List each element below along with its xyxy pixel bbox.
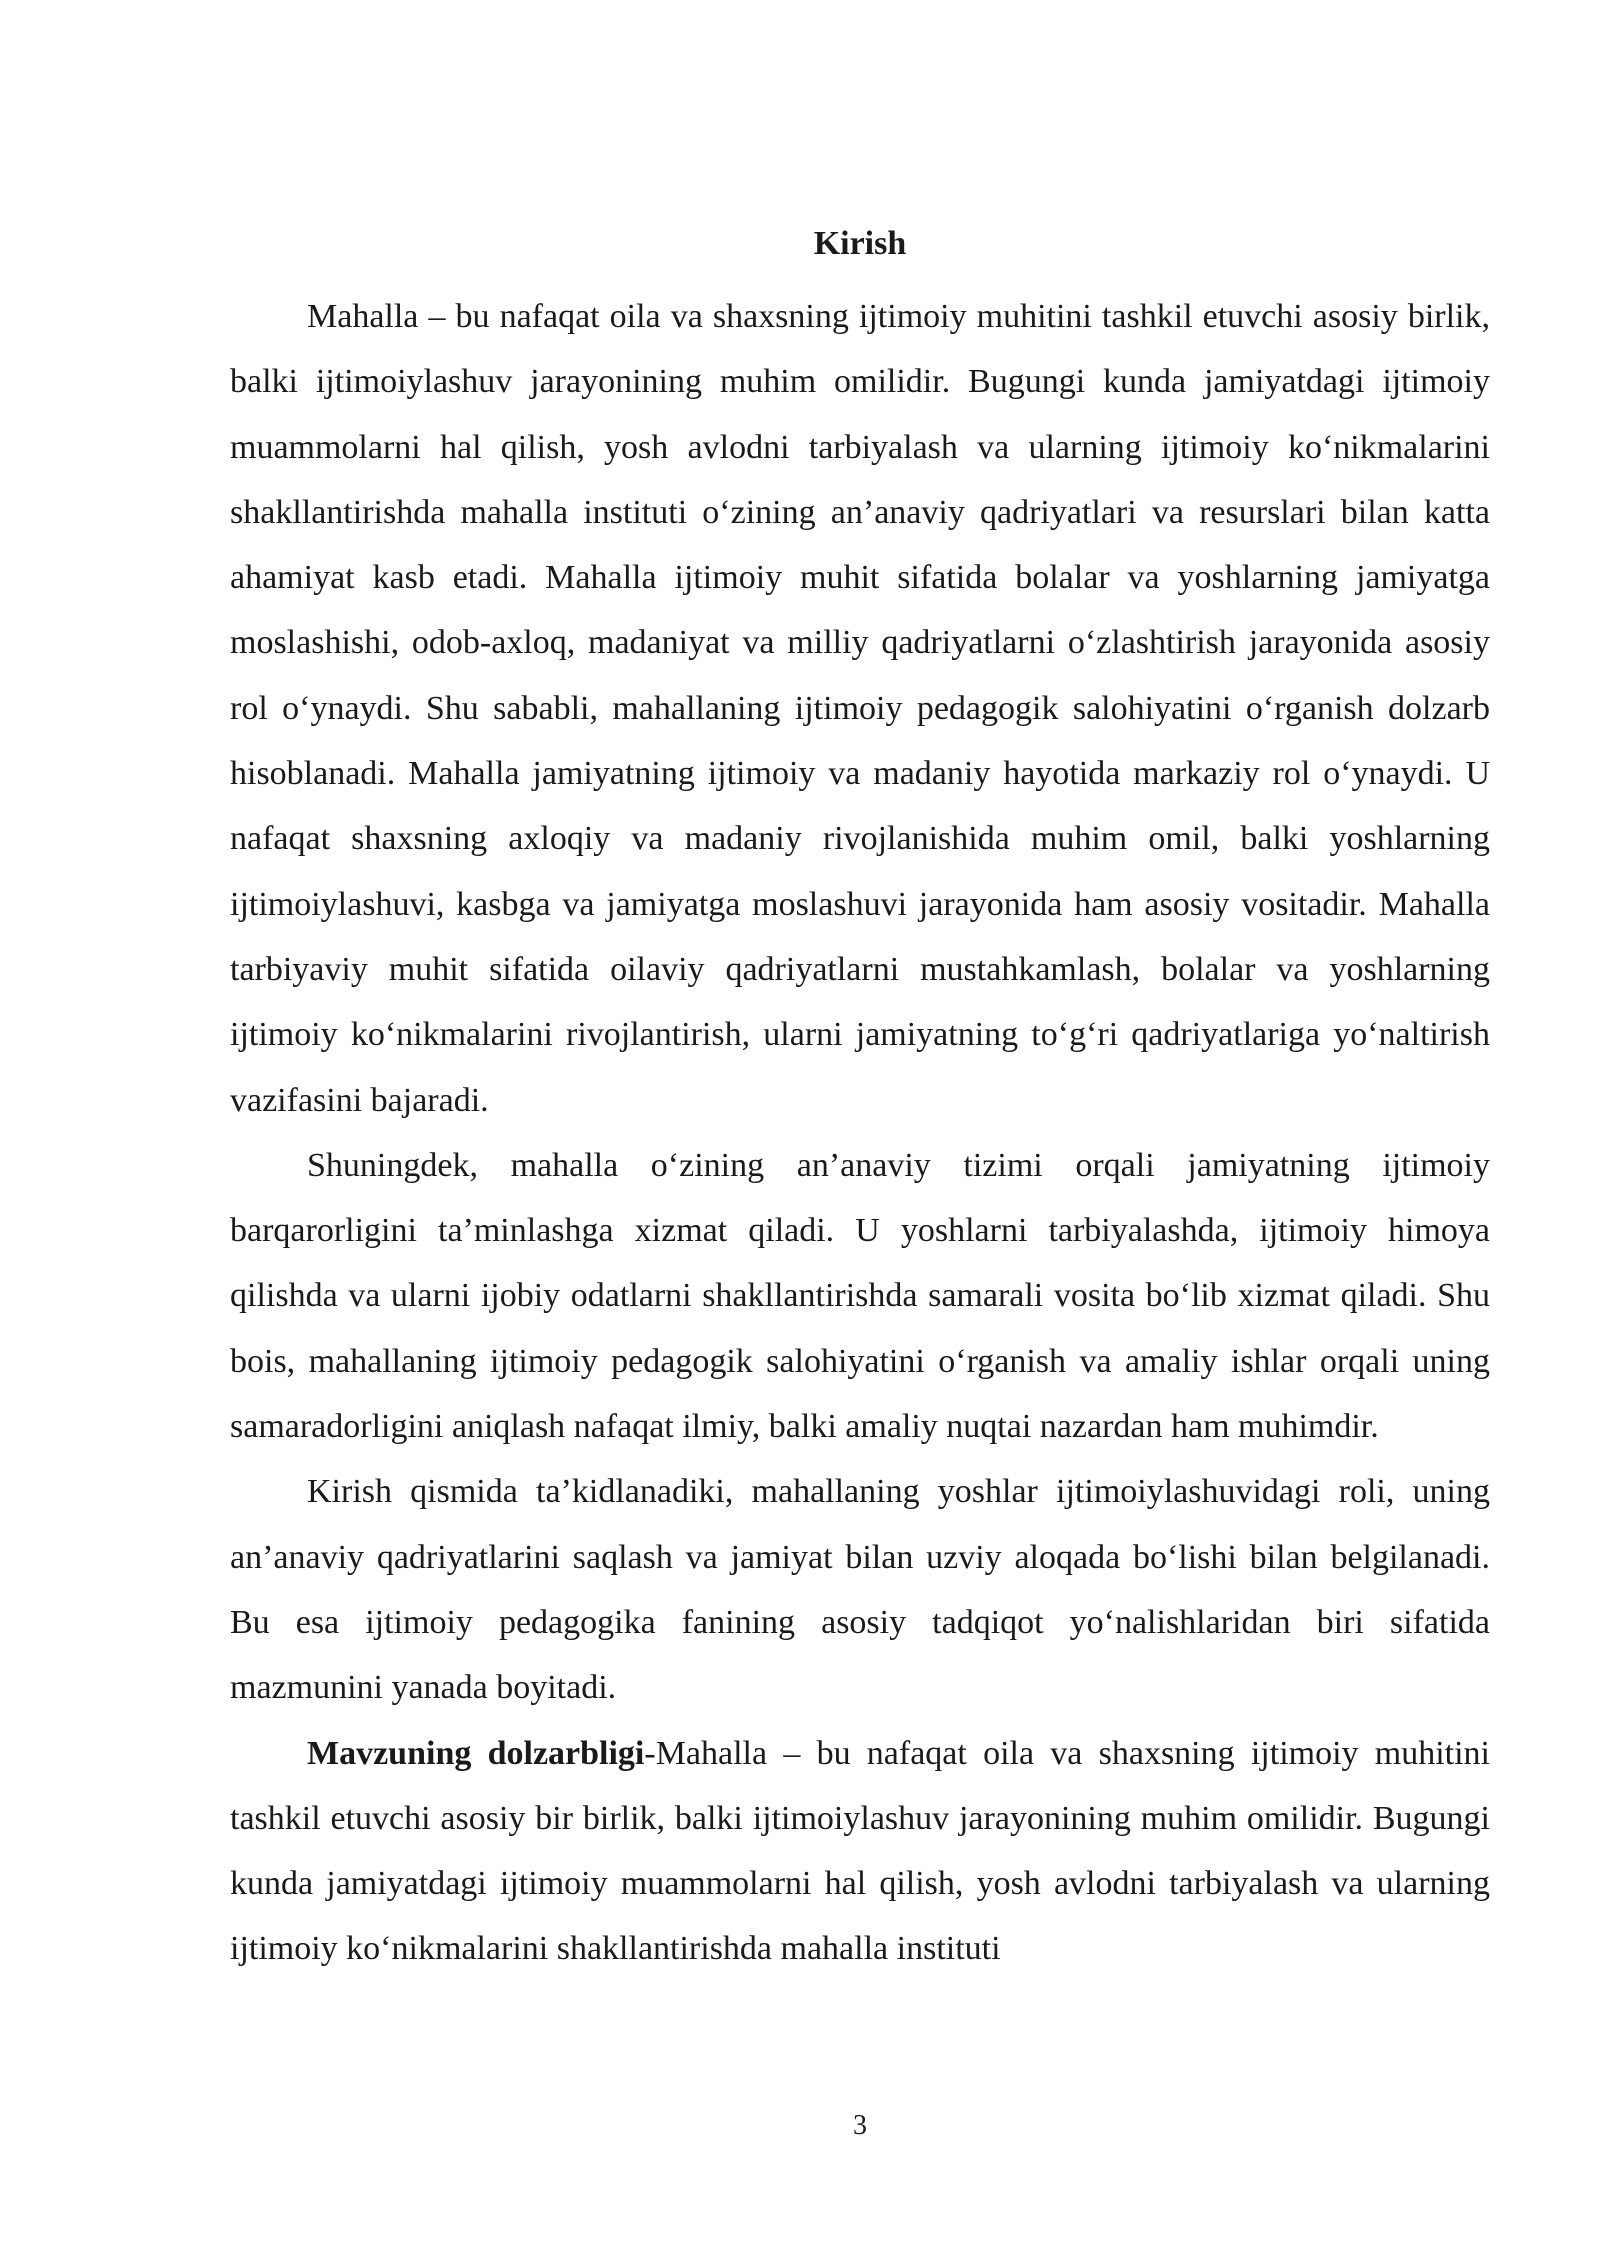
paragraph-emphasis: [230, 1459, 1490, 1720]
paragraph-stability: [230, 1133, 1490, 1459]
relevance-heading: Mavzuning dolzarbligi: [307, 1734, 645, 1772]
paragraph-text: Kirish qismida ta’kidlanadiki, mahallaning yoshlar ijtimoiylashuvidagi roli, uning an’anaviy qadriyatlarini saqlash va jamiyat bilan uzviy aloqada bo‘lishi bilan belgilanadi. Bu esa ijtimoiy pedagogika fanining asosiy tadqiqot yo‘nalishlaridan biri sifatida mazmunini yanada boyitadi.: [230, 1473, 1490, 1707]
paragraph-text: -Mahalla – bu nafaqat oila va shaxsning ijtimoiy muhitini tashkil etuvchi asosiy bir birlik, balki ijtimoiylashuv jarayonining muhim omilidir. Bugungi kunda jamiyatdagi ijtimoiy muammolarni hal qilish, yosh avlodni tarbiyalash va ularning ijtimoiy ko‘nikmalarini shakllantirishda mahalla instituti: [230, 1734, 1490, 1968]
paragraph-text: Mahalla – bu nafaqat oila va shaxsning ijtimoiy muhitini tashkil etuvchi asosiy birlik, balki ijtimoiylashuv jarayonining muhim omilidir. Bugungi kunda jamiyatdagi ijtimoiy muammolarni hal qilish, yosh avlodni tarbiyalash va ularning ijtimoiy ko‘nikmalarini shakllantirishda mahalla instituti o‘zining an’anaviy qadriyatlari va resurslari bilan katta ahamiyat kasb etadi. Mahalla ijtimoiy muhit sifatida bolalar va yoshlarning jamiyatga moslashishi, odob-axloq, madaniyat va milliy qadriyatlarni o‘zlashtirish jarayonida asosiy rol o‘ynaydi. Shu sababli, mahallaning ijtimoiy pedagogik salohiyatini o‘rganish dolzarb hisoblanadi. Mahalla jamiyatning ijtimoiy va madaniy hayotida markaziy rol o‘ynaydi. U nafaqat shaxsning axloqiy va madaniy rivojlanishida muhim omil, balki yoshlarning ijtimoiylashuvi, kasbga va jamiyatga moslashuvi jarayonida ham asosiy vositadir. Mahalla tarbiyaviy muhit sifatida oilaviy qadriyatlarni mustahkamlash, bolalar va yoshlarning ijtimoiy ko‘nikmalarini rivojlantirish, ularni jamiyatning to‘g‘ri qadriyatlariga yo‘naltirish vazifasini bajaradi.: [230, 298, 1490, 1119]
section-title: Kirish: [813, 225, 907, 262]
page-number: 3: [853, 2110, 867, 2141]
paragraph-text: Shuningdek, mahalla o‘zining an’anaviy tizimi orqali jamiyatning ijtimoiy barqarorligini ta’minlashga xizmat qiladi. U yoshlarni tarbiyalashda, ijtimoiy himoya qilishda va ularni ijobiy odatlarni shakllantirishda samarali vosita bo‘lib xizmat qiladi. Shu bois, mahallaning ijtimoiy pedagogik salohiyatini o‘rganish va amaliy ishlar orqali uning samaradorligini aniqlash nafaqat ilmiy, balki amaliy nuqtai nazardan ham muhimdir.: [230, 1146, 1490, 1446]
paragraph-intro: [230, 284, 1490, 1133]
paragraph-relevance: [230, 1721, 1490, 1982]
body-text: [230, 284, 1490, 1982]
